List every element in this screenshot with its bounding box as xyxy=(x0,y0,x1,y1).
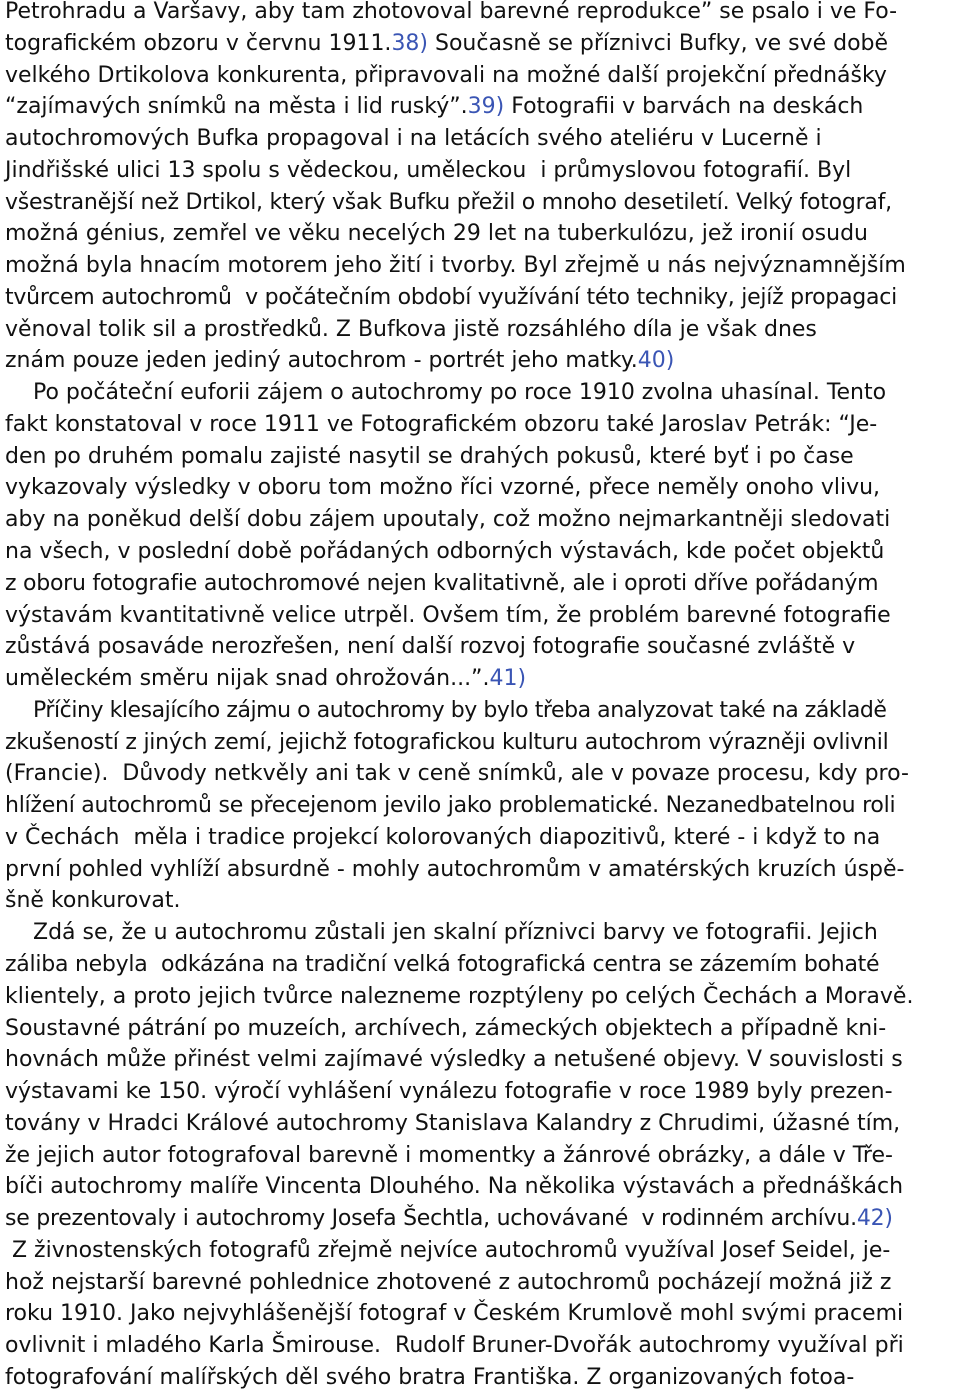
text-line: ovlivnit i mladého Karla Šmirouse. Rudolf Bruner-Dvořák autochromy využíval při xyxy=(5,1333,904,1359)
text-line: záliba nebyla odkázána na tradiční velká fotografická centra se zázemím bohaté xyxy=(5,951,880,977)
text-line: hlížení autochromů se přecejenom jevilo jako problematické. Nezanedbatelnou roli xyxy=(5,793,896,819)
text-line: možná génius, zemřel ve věku necelých 29 let na tuberkulózu, jež ironií osudu xyxy=(5,221,868,247)
text-line: Petrohradu a Varšavy, aby tam zhotovoval barevné reprodukce” se psalo i ve Fo- xyxy=(5,0,898,24)
footnote-reference[interactable]: 38) xyxy=(391,30,429,56)
text-line: věnoval tolik sil a prostředků. Z Bufkova jistě rozsáhlého díla je však dnes xyxy=(5,316,817,342)
footnote-reference[interactable]: 40) xyxy=(637,348,675,374)
text-line: Z živnostenských fotografů zřejmě nejvíce autochromů využíval Josef Seidel, je- xyxy=(5,1237,891,1263)
text-line: výstavám kvantitativně velice utrpěl. Ovšem tím, že problém barevné fotografie xyxy=(5,602,891,628)
text-line: továny v Hradci Králové autochromy Stanislava Kalandry z Chrudimi, úžasné tím, xyxy=(5,1110,901,1136)
text-line: roku 1910. Jako nejvyhlášenější fotograf v Českém Krumlově mohl svými pracemi xyxy=(5,1301,904,1327)
footnote-reference[interactable]: 39) xyxy=(467,94,505,120)
text-line: klientely, a proto jejich tvůrce nalezneme rozptýleny po celých Čechách a Moravě. xyxy=(5,983,914,1009)
text-line: první pohled vyhlíží absurdně - mohly autochromům v amatérských kruzích úspě- xyxy=(5,856,905,882)
text-line: z oboru fotografie autochromové nejen kvalitativně, ale i oproti dříve pořádaným xyxy=(5,570,879,596)
text-line: znám pouze jeden jediný autochrom - portrét jeho matky.40) xyxy=(5,348,675,374)
text-line: uměleckém směru nijak snad ohrožován...”.41) xyxy=(5,666,527,692)
text-line: zkušeností z jiných zemí, jejichž fotografickou kulturu autochrom výrazněji ovlivnil xyxy=(5,729,889,755)
text-line: šně konkurovat. xyxy=(5,888,181,914)
text-line: autochromových Bufka propagoval i na letácích svého ateliéru v Lucerně i xyxy=(5,126,822,152)
text-line: (Francie). Důvody netkvěly ani tak v ceně snímků, ale v povaze procesu, kdy pro- xyxy=(5,761,909,787)
text-line: aby na poněkud delší dobu zájem upoutaly, což možno nejmarkantněji sledovati xyxy=(5,507,891,533)
text-line: všestranější než Drtikol, který však Bufku přežil o mnoho desetiletí. Velký fotograf, xyxy=(5,189,892,215)
footnote-reference[interactable]: 41) xyxy=(489,666,527,692)
text-line: se prezentovaly i autochromy Josefa Šechtla, uchovávané v rodinném archívu.42) xyxy=(5,1206,893,1232)
text-line: vykazovaly výsledky v oboru tom možno říci vzorné, přece neměly onoho vlivu, xyxy=(5,475,881,501)
text-line: možná byla hnacím motorem jeho žití i tvorby. Byl zřejmě u nás nejvýznamnějším xyxy=(5,253,906,279)
footnote-reference[interactable]: 42) xyxy=(856,1206,893,1232)
text-line: velkého Drtikolova konkurenta, připravovali na možné další projekční přednášky xyxy=(5,62,887,88)
text-line: fakt konstatoval v roce 1911 ve Fotografickém obzoru také Jaroslav Petrák: “Je- xyxy=(5,411,878,437)
paragraph-start-line: Zdá se, že u autochromu zůstali jen skalní příznivci barvy ve fotografii. Jejich xyxy=(33,920,878,946)
paragraph-start-line: Po počáteční euforii zájem o autochromy po roce 1910 zvolna uhasínal. Tento xyxy=(33,380,887,406)
text-line: fotografování malířských děl svého bratra Františka. Z organizovaných fotoa- xyxy=(5,1364,855,1390)
text-line: že jejich autor fotografoval barevně i momentky a žánrové obrázky, a dále v Tře- xyxy=(5,1142,893,1168)
text-line: výstavami ke 150. výročí vyhlášení vynálezu fotografie v roce 1989 byly prezen- xyxy=(5,1079,893,1105)
text-line: tografickém obzoru v červnu 1911.38) Současně se příznivci Bufky, ve své době xyxy=(5,30,889,56)
text-line: hož nejstarší barevné pohlednice zhotovené z autochromů pocházejí možná již z xyxy=(5,1269,892,1295)
text-line: na všech, v poslední době pořádaných odborných výstavách, kde počet objektů xyxy=(5,539,885,565)
text-line: tvůrcem autochromů v počátečním období využívání této techniky, jejíž propagaci xyxy=(5,284,897,310)
paragraph-start-line: Příčiny klesajícího zájmu o autochromy by bylo třeba analyzovat také na základě xyxy=(33,697,887,723)
text-line: den po druhém pomalu zajisté nasytil se drahých pokusů, které byť i po čase xyxy=(5,443,854,469)
text-line: Jindřišské ulici 13 spolu s vědeckou, uměleckou i průmyslovou fotografií. Byl xyxy=(5,157,852,183)
text-line: Soustavné pátrání po muzeích, archívech, zámeckých objektech a případně kni- xyxy=(5,1015,887,1041)
text-line: v Čechách měla i tradice projekcí kolorovaných diapozitivů, které - i když to na xyxy=(5,824,881,850)
text-line: zůstává posaváde nerozřešen, není další rozvoj fotografie současné zvláště v xyxy=(5,634,856,660)
text-line: “zajímavých snímků na města i lid ruský”.39) Fotografii v barvách na deskách xyxy=(5,94,864,120)
text-line: hovnách může přinést velmi zajímavé výsledky a netušené objevy. V souvislosti s xyxy=(5,1047,903,1073)
text-line: bíči autochromy malíře Vincenta Dlouhého. Na několika výstavách a přednáškách xyxy=(5,1174,904,1200)
